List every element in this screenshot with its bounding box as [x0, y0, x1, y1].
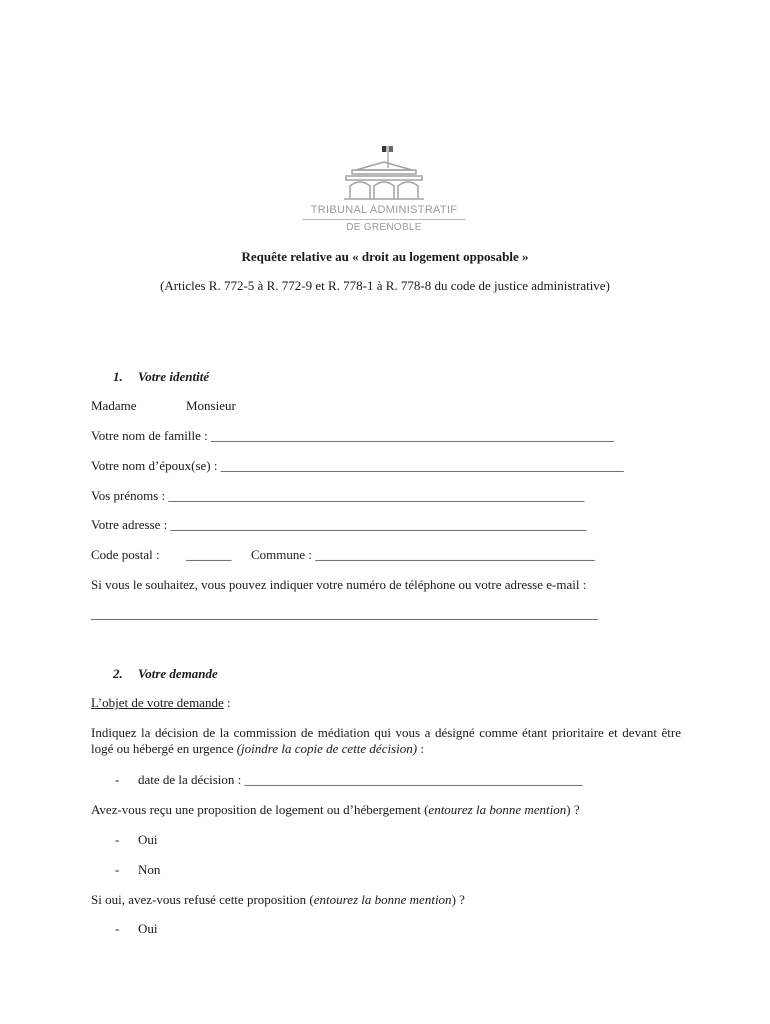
- q2-option-oui[interactable]: Oui: [138, 921, 158, 936]
- indiquez-end: :: [417, 741, 424, 756]
- logo-text-line2: DE GRENOBLE: [346, 222, 422, 233]
- document-title: Requête relative au « droit au logement opposable »: [241, 249, 529, 264]
- indiquez-paragraph: [91, 725, 681, 757]
- q1-option-oui[interactable]: Oui: [138, 832, 158, 847]
- q2-italic: entourez la bonne mention: [313, 892, 452, 907]
- option-madame[interactable]: Madame: [91, 398, 137, 413]
- logo-text-line1: TRIBUNAL ADMINISTRATIF: [310, 204, 458, 216]
- commune-field[interactable]: Commune : ___________________________________________: [251, 547, 595, 562]
- bullet-dash: -: [115, 862, 120, 877]
- q1-end: ) ?: [566, 802, 580, 817]
- section2-number: 2.: [113, 666, 123, 681]
- question-proposition: [91, 802, 580, 818]
- objet-colon: :: [223, 695, 231, 710]
- adresse-field[interactable]: Votre adresse : ________________________________________________________________: [91, 517, 587, 532]
- contact-prompt: Si vous le souhaitez, vous pouvez indiquer votre numéro de téléphone ou votre adresse e-mail :: [91, 577, 587, 592]
- q1-text: Avez-vous reçu une proposition de logement ou d’hébergement (: [91, 802, 429, 817]
- q1-option-non[interactable]: Non: [138, 862, 161, 877]
- indiquez-italic: (joindre la copie de cette décision): [236, 741, 418, 756]
- document-subtitle: (Articles R. 772-5 à R. 772-9 et R. 778-1 à R. 778-8 du code de justice administrative): [160, 278, 610, 293]
- bullet-dash: -: [115, 772, 120, 787]
- courthouse-emblem-icon: [296, 142, 472, 204]
- objet-line: [91, 695, 231, 711]
- logo-divider: [302, 219, 466, 220]
- q2-end: ) ?: [451, 892, 465, 907]
- tribunal-logo: [296, 142, 472, 238]
- code-postal-label: Code postal :: [91, 547, 160, 562]
- nom-famille-field[interactable]: Votre nom de famille : ______________________________________________________________: [91, 428, 614, 443]
- bullet-dash: -: [115, 921, 120, 936]
- contact-field[interactable]: ______________________________________________________________________________: [91, 606, 598, 621]
- date-decision-field[interactable]: date de la décision : ____________________________________________________: [138, 772, 583, 787]
- indiquez-text: Indiquez la décision de la commission de médiation qui vous a désigné comme étant prioritaire et devant être logé ou hébergé en urgence: [91, 725, 681, 756]
- nom-epoux-field[interactable]: Votre nom d’époux(se) : ______________________________________________________________: [91, 458, 624, 473]
- bullet-dash: -: [115, 832, 120, 847]
- prenoms-field[interactable]: Vos prénoms : ________________________________________________________________: [91, 488, 585, 503]
- objet-label: L’objet de votre demande: [91, 695, 224, 710]
- section1-number: 1.: [113, 369, 123, 384]
- q2-text: Si oui, avez-vous refusé cette proposition (: [91, 892, 314, 907]
- option-monsieur[interactable]: Monsieur: [186, 398, 236, 413]
- section2-heading: Votre demande: [138, 666, 218, 681]
- section1-heading: Votre identité: [138, 369, 210, 384]
- question-refus: [91, 892, 465, 908]
- code-postal-field[interactable]: _______: [186, 547, 232, 562]
- q1-italic: entourez la bonne mention: [428, 802, 567, 817]
